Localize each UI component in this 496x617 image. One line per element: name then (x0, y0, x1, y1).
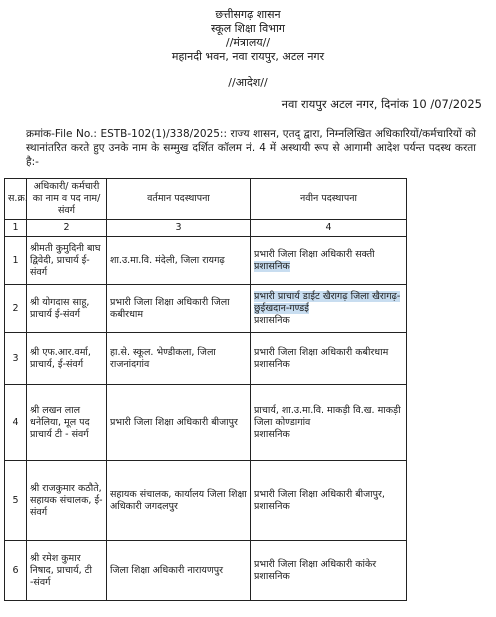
row-current: सहायक संचालक, कार्यालय जिला शिक्षा अधिकारी जगदलपुर (107, 461, 251, 541)
order-label: //आदेश// (228, 76, 268, 89)
new-posting: प्राचार्य, शा.उ.मा.वि. माकड़ी वि.ख. माकड़ी जिला कोण्डागांव (254, 404, 401, 428)
column-number-row (5, 220, 407, 237)
row-sn: 1 (5, 237, 27, 285)
row-current: हा.से. स्कूल. भेण्डीकला, जिला राजनांदगांव (107, 333, 251, 385)
subject-text: राज्य शासन, एतद् द्वारा, निम्नलिखित अधिकारियों/कर्मचारियों को स्थानांतरित करते हुए उनके नाम के सम्मुख दर्शित कॉलम नं. 4 में अस्थायी रूप से आगामी आदेश पर्यन्त पदस्थ करता है:- (26, 128, 477, 168)
row-name: श्री योगदास साहू, प्राचार्य ई-संवर्ग (27, 285, 107, 333)
row-sn: 3 (5, 333, 27, 385)
row-current: जिला शिक्षा अधिकारी नारायणपुर (107, 541, 251, 601)
row-sn: 2 (5, 285, 27, 333)
header-new: नवीन पदस्थापना (251, 179, 407, 220)
row-new (251, 285, 407, 333)
table-row (5, 285, 407, 333)
table-row (5, 237, 407, 285)
transfer-type: प्रशासनिक (254, 314, 290, 326)
new-posting: प्रभारी जिला शिक्षा अधिकारी सक्ती (254, 248, 375, 260)
col-number: 2 (27, 220, 107, 237)
row-sn: 6 (5, 541, 27, 601)
file-number: क्रमांक-File No.: ESTB-102(1)/338/2025:: (26, 128, 228, 140)
row-sn: 4 (5, 385, 27, 461)
row-current: प्रभारी जिला शिक्षा अधिकारी बीजापुर (107, 385, 251, 461)
address-line: महानदी भवन, नवा रायपुर, अटल नगर (171, 50, 325, 63)
transfer-type: प्रशासनिक (254, 570, 290, 582)
department-title: स्कूल शिक्षा विभाग (211, 22, 285, 35)
row-name: श्रीमती कुमुदिनी बाघ द्विवेदी, प्राचार्य ई-संवर्ग (27, 237, 107, 285)
table-header-row (5, 179, 407, 220)
govt-title: छत्तीसगढ़ शासन (215, 8, 281, 21)
new-posting: प्रभारी जिला शिक्षा अधिकारी कबीरधाम (254, 346, 389, 358)
table-row (5, 461, 407, 541)
col-number: 3 (107, 220, 251, 237)
header-sn: स.क्र. (5, 179, 27, 220)
table-row (5, 385, 407, 461)
table-row (5, 541, 407, 601)
col-number: 4 (251, 220, 407, 237)
row-new (251, 333, 407, 385)
col-number: 1 (5, 220, 27, 237)
transfer-type: प्रशासनिक (254, 500, 290, 512)
row-current: प्रभारी जिला शिक्षा अधिकारी जिला कबीरधाम (107, 285, 251, 333)
new-posting: प्रभारी जिला शिक्षा अधिकारी कांकेर (254, 558, 377, 570)
row-sn: 5 (5, 461, 27, 541)
row-new (251, 461, 407, 541)
row-name: श्री राजकुमार कठौते, सहायक संचालक, ई-संवर्ग (27, 461, 107, 541)
new-posting: प्रभारी प्राचार्य डाईट खैरागढ़ जिला खैरागढ़-छुईखदान-गण्डई (254, 290, 401, 314)
row-name: श्री एफ.आर.वर्मा, प्राचार्य, ई-संवर्ग (27, 333, 107, 385)
header-current: वर्तमान पदस्थापना (107, 179, 251, 220)
ministry-label: //मंत्रालय// (225, 36, 271, 49)
row-new (251, 385, 407, 461)
transfer-type: प्रशासनिक (254, 260, 290, 272)
row-new (251, 237, 407, 285)
transfer-table (4, 178, 407, 601)
subject-paragraph (26, 127, 476, 169)
transfer-type: प्रशासनिक (254, 358, 290, 370)
date-line: नवा रायपुर अटल नगर, दिनांक 10 /07/2025 (281, 97, 482, 111)
header-name: अधिकारी/ कर्मचारी का नाम व पद नाम/संवर्ग (27, 179, 107, 220)
transfer-type: प्रशासनिक (254, 428, 290, 440)
row-current: शा.उ.मा.वि. मंदेली, जिला रायगढ़ (107, 237, 251, 285)
new-posting: प्रभारी जिला शिक्षा अधिकारी बीजापुर, (254, 488, 385, 500)
row-name: श्री लखन लाल धनेलिया, मूल पद प्राचार्य टी - संवर्ग (27, 385, 107, 461)
row-new (251, 541, 407, 601)
row-name: श्री रमेश कुमार निषाद, प्राचार्य, टी -संवर्ग (27, 541, 107, 601)
table-row (5, 333, 407, 385)
